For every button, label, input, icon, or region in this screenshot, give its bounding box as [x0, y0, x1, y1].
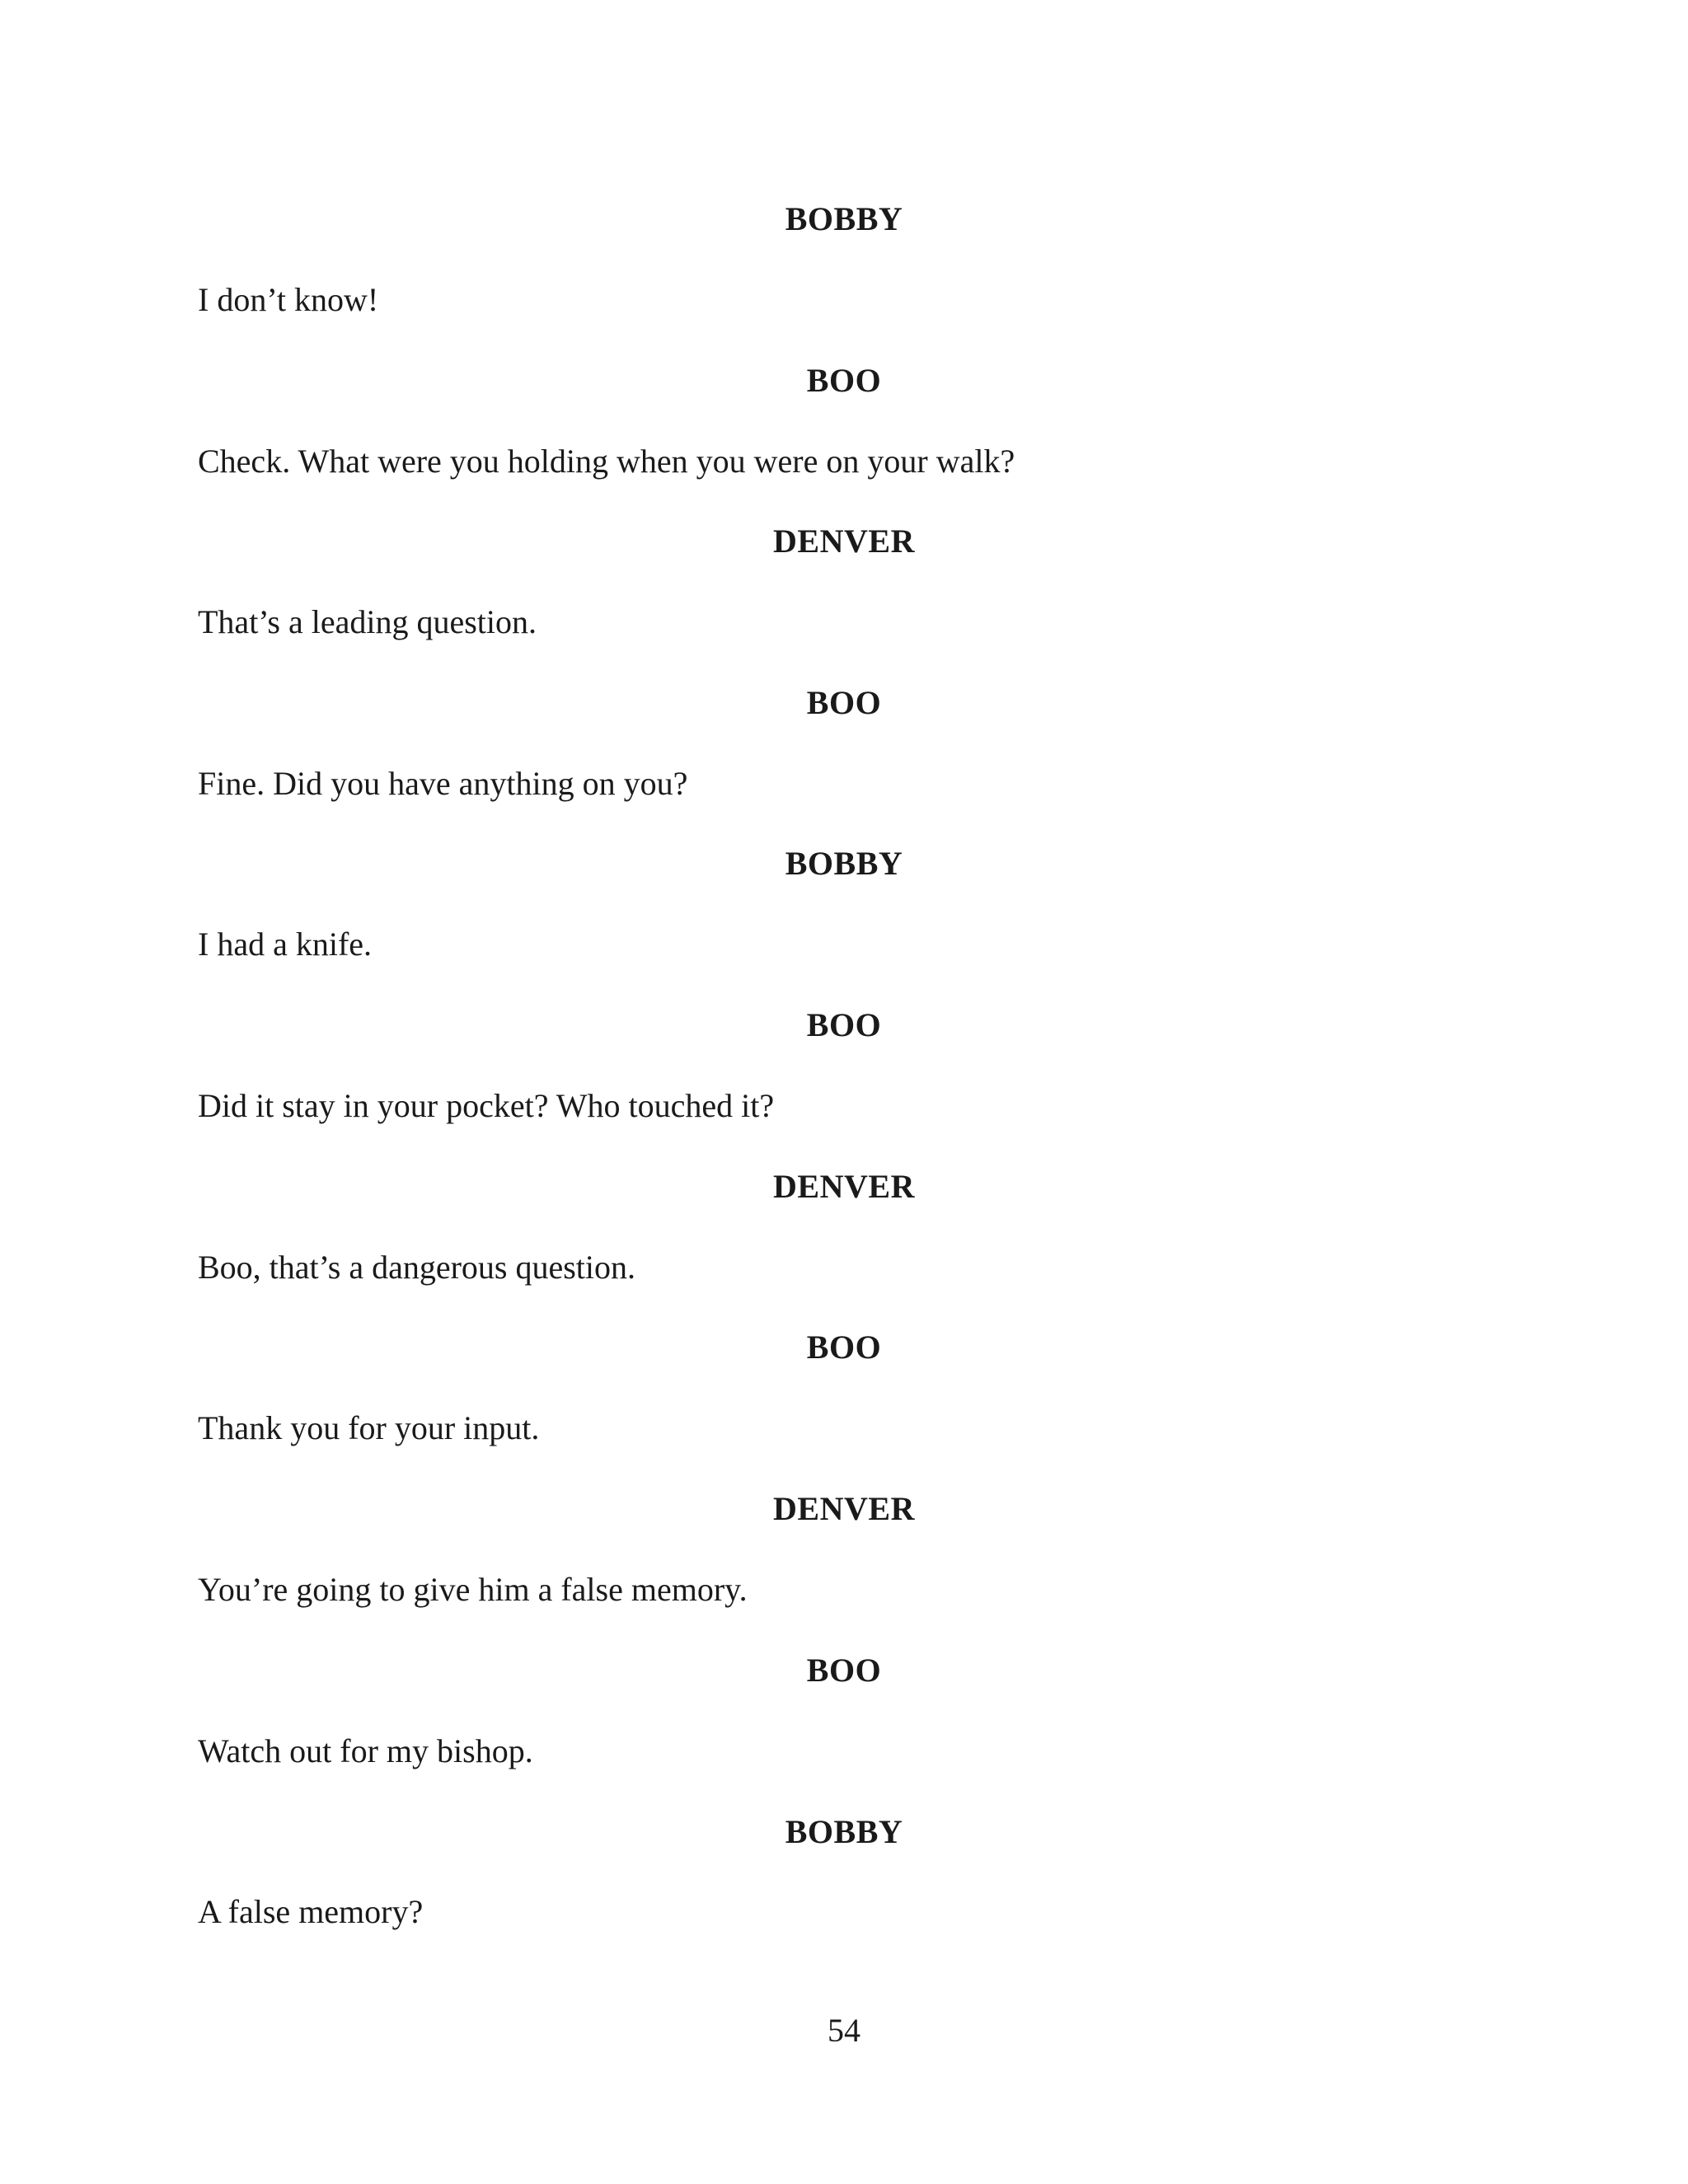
speaker-name: DENVER [773, 523, 915, 560]
speaker-name: BOO [806, 1006, 882, 1043]
page-number: 54 [828, 2012, 860, 2049]
dialogue-line: A false memory? [198, 1893, 424, 1930]
speaker-name: DENVER [773, 1168, 915, 1205]
speaker-name: BOO [806, 684, 882, 721]
dialogue-line: You’re going to give him a false memory. [198, 1571, 748, 1608]
speaker-name: BOO [806, 1329, 882, 1366]
dialogue-line: Boo, that’s a dangerous question. [198, 1249, 636, 1286]
speaker-name: BOO [806, 1652, 882, 1689]
dialogue-line: Watch out for my bishop. [198, 1732, 533, 1769]
dialogue-line: I don’t know! [198, 281, 379, 318]
dialogue-line: Check. What were you holding when you were on your walk? [198, 443, 1015, 480]
speaker-name: DENVER [773, 1490, 915, 1527]
speaker-name: BOBBY [785, 1813, 903, 1850]
speaker-name: BOBBY [785, 845, 903, 882]
dialogue-line: Fine. Did you have anything on you? [198, 765, 688, 802]
dialogue-line: Thank you for your input. [198, 1409, 540, 1446]
speaker-name: BOO [806, 362, 882, 399]
dialogue-line: Did it stay in your pocket? Who touched it? [198, 1087, 775, 1124]
dialogue-line: I had a knife. [198, 926, 373, 963]
speaker-name: BOBBY [785, 200, 903, 237]
dialogue-line: That’s a leading question. [198, 603, 537, 640]
